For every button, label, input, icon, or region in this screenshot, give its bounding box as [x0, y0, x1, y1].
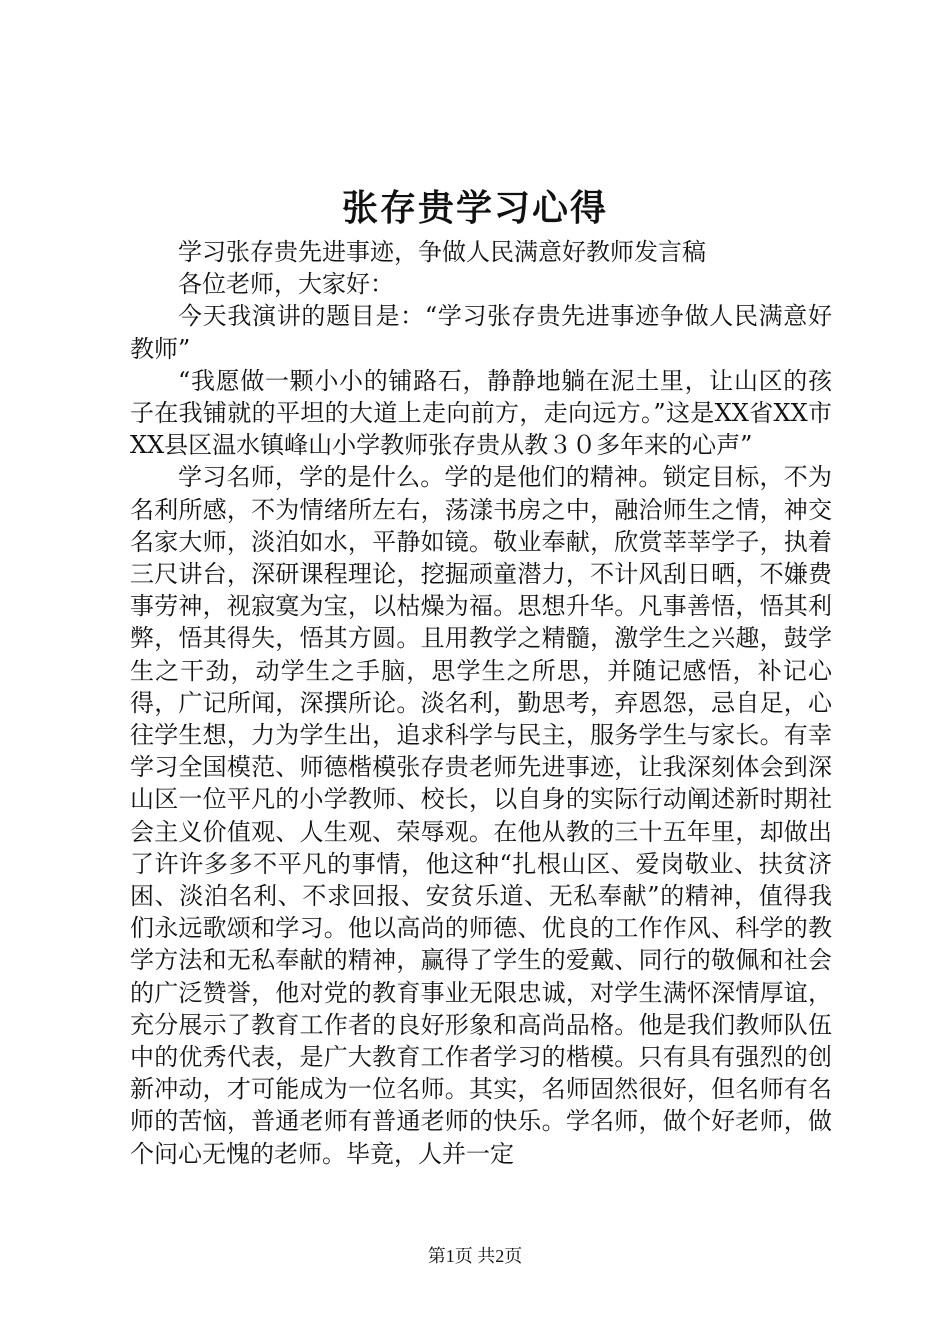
paragraph-speech-title: 学习张存贵先进事迹，争做人民满意好教师发言稿 [178, 238, 706, 266]
paragraph-main: 学习名师，学的是什么。学的是他们的精神。锁定目标，不为名利所感，不为情绪所左右，荡漾书房之中，融洽师生之情，神交名家大师，淡泊如水，平静如镜。敬业奉献，欣赏莘莘学子，执着三尺讲台，深研课程理论，挖掘顽童潜力，不计风刮日晒，不嫌费事劳神，视寂寞为宝，以枯燥为福。思想升华。凡事善悟，悟其利弊，悟其得失，悟其方圆。且用教学之精髓，激学生之兴趣，鼓学生之干劲，动学生之手脑，思学生之所思，并随记感悟，补记心得，广记所闻，深撰所论。淡名利，勤思考，弃恩怨，忌自足，心往学生想，力为学生出，追求科学与民主，服务学生与家长。有幸学习全国模范、师德楷模张存贵老师先进事迹，让我深刻体会到深山区一位平凡的小学教师、校长，以自身的实际行动阐述新时期社会主义价值观、人生观、荣辱观。在他从教的三十五年里，却做出了许许多多不平凡的事情，他这种“扎根山区、爱岗敬业、扶贫济困、淡泊名利、不求回报、安贫乐道、无私奉献”的精神，值得我们永远歌颂和学习。他以高尚的师德、优良的工作作风、科学的教学方法和无私奉献的精神，赢得了学生的爱戴、同行的敬佩和社会的广泛赞誉，他对党的教育事业无限忠诚，对学生满怀深情厚谊，充分展示了教育工作者的良好形象和高尚品格。他是我们教师队伍中的优秀代表，是广大教育工作者学习的楷模。只有具有强烈的创新冲动，才可能成为一位名师。其实，名师固然很好，但名师有名师的苦恼，普通老师有普通老师的快乐。学名师，做个好老师，做个问心无愧的老师。毕竟，人并一定 [130, 463, 832, 1168]
paragraph-greeting: 各位老师，大家好： [178, 270, 394, 299]
document-title: 张存贵学习心得 [341, 187, 608, 229]
paragraph-topic: 今天我演讲的题目是：“学习张存贵先进事迹争做人民满意好教师” [130, 302, 832, 363]
paragraph-quote: “我愿做一颗小小的铺路石，静静地躺在泥土里，让山区的孩子在我铺就的平坦的大道上走向前方，走向远方。”这是XX省XX市XX县区温水镇峰山小学教师张存贵从教３０多年来的心声” [130, 366, 832, 460]
page-number-footer: 第1页 共2页 [427, 1246, 523, 1266]
document-body [130, 236, 832, 1170]
